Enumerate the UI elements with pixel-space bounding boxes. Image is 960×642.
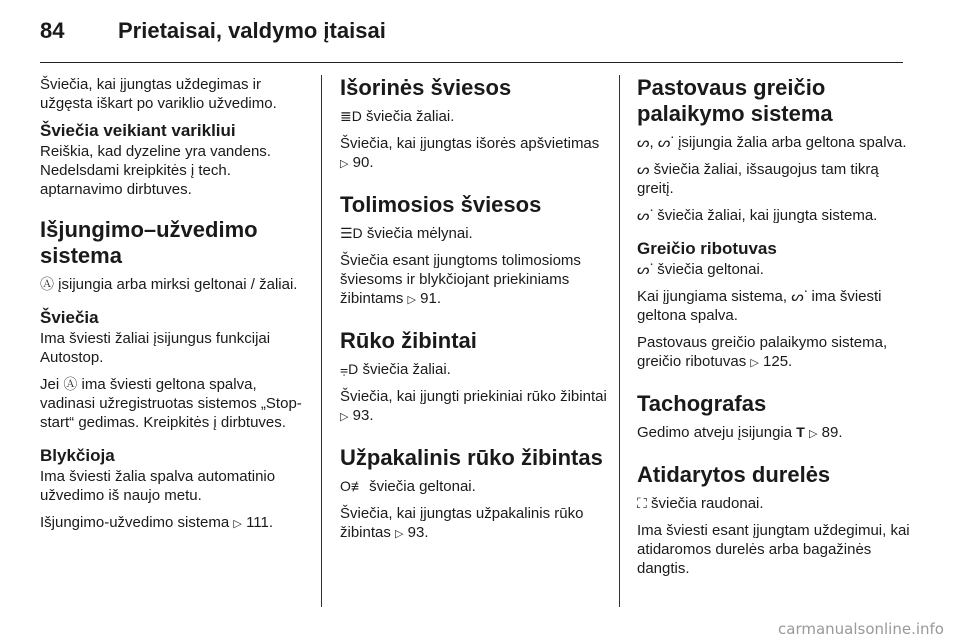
exterior-ref: 90. [352,154,374,171]
reference-page: 111. [246,514,274,531]
engine-running-text: Reiškia, kad dyzeline yra vandens. Nedelsdami kreipkitės į tech. aptarnavimo dirbtuves. [40,143,271,198]
fog-desc: Šviečia, kai įjungti priekiniai rūko žibintai [340,388,607,405]
lit-text-2-start: Jei [40,376,60,393]
door-open-text: Ima šviesti esant įjungtam uždegimui, kai atidaromos durelės arba bagažinės dangtis. [637,522,910,577]
cruise-set-icon: ᔕᐝ [657,134,674,150]
limiter-lit-text: šviečia geltonai. [657,261,764,278]
door-open-icon: ⛶ [637,495,647,511]
cruise-control-heading: Pastovaus greičio palaikymo sistema [637,75,833,126]
cruise-line-2-text: šviečia žaliai, išsaugojus tam tikrą greitį. [637,161,879,197]
speed-limiter-text [637,287,912,325]
door-lit-text: šviečia raudonai. [650,495,764,512]
cruise-line-1-text: įsijungia žalia arba geltona spalva. [678,134,907,151]
lit-text-2 [40,375,308,432]
watermark: carmanualsonline.info [778,620,944,638]
high-beam-text [340,251,610,310]
lit-text-2-end: ima šviesti geltona spalva, vadinasi užregistruotas sistemos „Stop-start“ gedimas. Kreipkitės į dirbtuves. [40,376,302,431]
page-ref-arrow-icon: ▷ [340,158,349,170]
page-ref-arrow-icon: ▷ [809,428,818,440]
page-number: 84 [40,18,65,43]
speed-limiter-lit [637,260,912,279]
fog-light-icon: ⩦D [340,361,359,377]
fog-lights-heading: Rūko žibintai [340,328,477,353]
low-beam-icon: ≣D [340,108,362,124]
door-open-lit [637,494,912,513]
tachograph-ref: 89. [821,424,843,441]
page-header [40,18,920,54]
page-title: Prietaisai, valdymo įtaisai [118,18,386,43]
stop-start-reference [40,513,308,534]
limiter-text-start: Kai įjungiama sistema, [637,288,788,305]
tachograph-icon: T [796,424,805,440]
reference-text: Išjungimo-užvedimo sistema [40,514,230,531]
column-divider-1 [321,75,322,607]
high-beam-ref: 91. [420,290,442,307]
flashing-text: Ima šviesti žalia spalva automatinio užvedimo iš naujo metu. [40,468,276,504]
tachograph-text [637,423,912,444]
limiter-ref-text: Pastovaus greičio palaikymo sistema, greičio ribotuvas [637,334,888,370]
limiter-ref: 125. [763,353,793,370]
exterior-lights-text [340,134,610,174]
rear-fog-heading: Užpakalinis rūko žibintas [340,445,603,470]
lit-text: Ima šviesti žaliai įsijungus funkcijai Autostop. [40,330,271,366]
rear-fog-light-icon: O≢ [340,478,365,494]
speed-limiter-reference [637,333,912,373]
lit-heading: Šviečia [40,308,99,327]
cruise-line-1: ᔕ, ᔕᐝ įsijungia žalia arba geltona spalva. [637,134,907,151]
high-beam-heading: Tolimosios šviesos [340,192,542,217]
exterior-lit-text: šviečia žaliai. [366,108,455,125]
rear-fog-desc: Šviečia, kai įjungtas užpakalinis rūko žibintas [340,505,584,541]
stop-start-heading: Išjungimo–užvedimo sistema [40,217,258,268]
tachograph-desc: Gedimo atveju įsijungia [637,424,793,441]
rear-fog-text [340,504,610,544]
fog-lights-lit [340,360,610,379]
exterior-lights-lit [340,107,610,126]
high-beam-icon: ☰D [340,225,363,241]
rear-fog-ref: 93. [407,524,429,541]
cruise-line-3-text: šviečia žaliai, kai įjungta sistema. [657,207,878,224]
exterior-desc: Šviečia, kai įjungtas išorės apšvietimas [340,135,600,152]
door-open-heading: Atidarytos durelės [637,462,831,487]
limiter-text-end: ima šviesti geltona spalva. [637,288,882,324]
page-ref-arrow-icon: ▷ [233,518,242,530]
column-3 [637,75,912,586]
column-1 [40,75,308,542]
column-2 [340,75,610,552]
exterior-lights-heading: Išorinės šviesos [340,75,512,100]
intro-text: Šviečia, kai įjungtas uždegimas ir užgęsta iškart po variklio užvedimo. [40,76,277,112]
autostop-icon: Ⓐ [63,376,78,392]
rear-fog-lit-text: šviečia geltonai. [369,478,476,495]
flashing-heading: Blykčioja [40,446,115,465]
speed-limiter-heading: Greičio ribotuvas [637,239,777,258]
stop-start-text [40,275,308,294]
rear-fog-lit [340,477,610,496]
high-beam-desc: Šviečia esant įjungtoms tolimosioms šviesoms ir blykčiojant priekiniams žibintams [340,252,581,307]
cruise-set-icon: ᔕᐝ [637,261,654,277]
stop-start-desc: įsijungia arba mirksi geltonai / žaliai. [58,276,298,293]
tachograph-heading: Tachografas [637,391,767,416]
cruise-set-icon: ᔕᐝ [791,288,808,304]
fog-ref: 93. [352,407,374,424]
cruise-control-icon: ᔕ [637,161,650,177]
header-rule [40,62,903,63]
cruise-set-icon: ᔕᐝ [637,207,654,223]
autostop-icon: Ⓐ [40,276,54,292]
page-ref-arrow-icon: ▷ [340,411,349,423]
cruise-line-2 [637,160,912,198]
fog-lit-text: šviečia žaliai. [362,361,451,378]
cruise-line-3 [637,206,912,225]
engine-running-heading: Šviečia veikiant varikliui [40,121,236,140]
high-beam-lit-text: šviečia mėlynai. [366,225,473,242]
cruise-control-icon: ᔕ [637,134,650,150]
page-ref-arrow-icon: ▷ [750,357,759,369]
page-ref-arrow-icon: ▷ [395,528,404,540]
high-beam-lit [340,224,610,243]
page-ref-arrow-icon: ▷ [407,294,416,306]
column-divider-2 [619,75,620,607]
fog-lights-text [340,387,610,427]
